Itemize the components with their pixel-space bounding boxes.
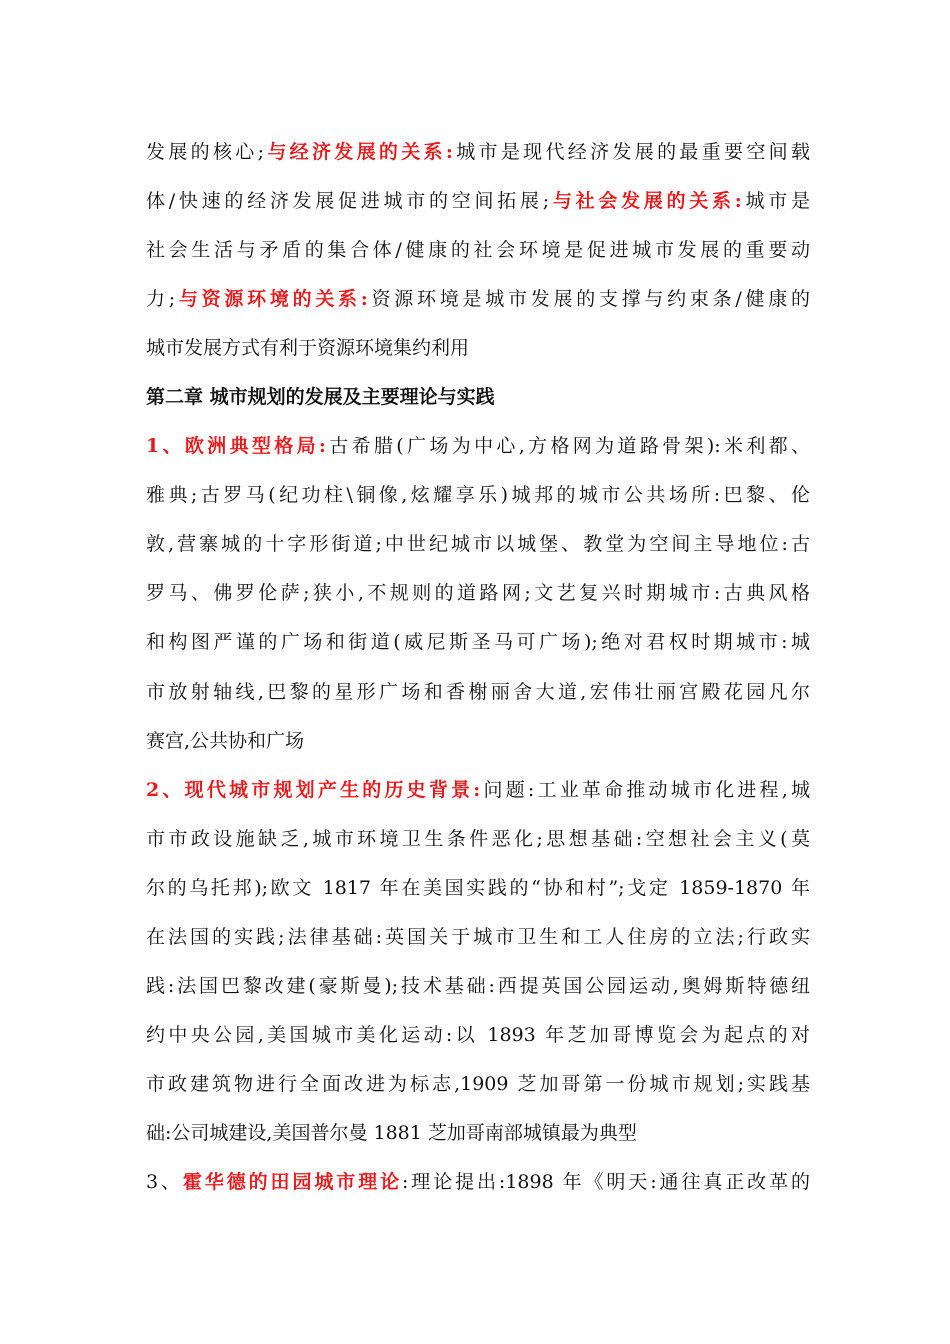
text-line [146, 422, 810, 471]
text-line [146, 668, 810, 717]
text-line [146, 520, 810, 569]
text-segment: 尔的乌托邦);欧文 1817 年在美国实践的“协和村”;戈定 1859-1870 年 [146, 876, 810, 899]
text-segment: 在法国的实践;法律基础:英国关于城市卫生和工人住房的立法;行政实 [146, 925, 810, 948]
highlighted-heading: 2、现代城市规划产生的历史背景: [146, 778, 481, 801]
text-line [146, 177, 810, 226]
text-line [146, 717, 810, 766]
text-line [146, 1109, 810, 1158]
document-page [146, 128, 810, 1207]
highlighted-heading: 与资源环境的关系: [175, 288, 368, 311]
text-line [146, 962, 810, 1011]
text-segment: 社会生活与矛盾的集合体/健康的社会环境是促进城市发展的重要动 [146, 239, 810, 262]
text-segment: 敦,营寨城的十字形街道;中世纪城市以城堡、教堂为空间主导地位:古 [146, 533, 810, 556]
text-segment: 约中央公园,美国城市美化运动:以 1893 年芝加哥博览会为起点的对 [146, 1023, 810, 1046]
text-segment: 城市发展方式有利于资源环境集约利用 [146, 337, 470, 360]
text-segment: 3、 [146, 1170, 183, 1193]
text-segment: 罗马、佛罗伦萨;狭小,不规则的道路网;文艺复兴时期城市:古典风格 [146, 582, 810, 605]
text-segment: 赛宫,公共协和广场 [146, 729, 305, 752]
text-segment: 城市是 [741, 190, 810, 213]
text-line [146, 815, 810, 864]
text-line [146, 864, 810, 913]
chapter-title: 第二章 城市规划的发展及主要理论与实践 [146, 386, 495, 409]
text-line [146, 324, 810, 373]
text-line [146, 373, 810, 422]
text-segment: 问题:工业革命推动城市化进程,城 [480, 778, 810, 801]
text-segment: :理论提出:1898 年《明天:通往真正改革的 [401, 1170, 810, 1193]
text-line [146, 1060, 810, 1109]
highlighted-heading: 1、欧洲典型格局: [146, 435, 326, 458]
text-segment: 践:法国巴黎改建(豪斯曼);技术基础:西提英国公园运动,奥姆斯特德纽 [146, 974, 810, 997]
highlighted-heading: 霍华德的田园城市理论 [182, 1170, 402, 1193]
highlighted-heading: 与经济发展的关系: [264, 141, 453, 163]
text-line [146, 1011, 810, 1060]
text-line [146, 1158, 810, 1207]
text-line [146, 766, 810, 815]
text-segment: 市放射轴线,巴黎的星形广场和香榭丽舍大道,宏伟壮丽宫殿花园凡尔 [146, 680, 810, 703]
text-line [146, 275, 810, 324]
text-segment: 雅典;古罗马(纪功柱\铜像,炫耀享乐)城邦的城市公共场所:巴黎、伦 [146, 484, 810, 507]
text-segment: 础:公司城建设,美国普尔曼 1881 芝加哥南部城镇最为典型 [146, 1121, 637, 1144]
text-segment: 发展的核心; [146, 141, 264, 163]
text-segment: 市市政设施缺乏,城市环境卫生条件恶化;思想基础:空想社会主义(莫 [146, 827, 810, 850]
text-line [146, 618, 810, 667]
text-line [146, 471, 810, 520]
text-segment: 和构图严谨的广场和街道(威尼斯圣马可广场);绝对君权时期城市:城 [146, 631, 810, 654]
text-segment: 古希腊(广场为中心,方格网为道路骨架):米利都、 [325, 435, 810, 458]
text-line [146, 226, 810, 275]
text-segment: 城市是现代经济发展的最重要空间载 [452, 141, 810, 163]
text-line [146, 913, 810, 962]
text-segment: 资源环境是城市发展的支撑与约束条/健康的 [367, 288, 810, 311]
text-line [146, 569, 810, 618]
text-line [146, 128, 810, 177]
text-segment: 市政建筑物进行全面改进为标志,1909 芝加哥第一份城市规划;实践基 [146, 1072, 810, 1095]
highlighted-heading: 与社会发展的关系: [549, 190, 742, 213]
text-segment: 力; [146, 288, 176, 311]
text-segment: 体/快速的经济发展促进城市的空间拓展; [146, 190, 550, 213]
